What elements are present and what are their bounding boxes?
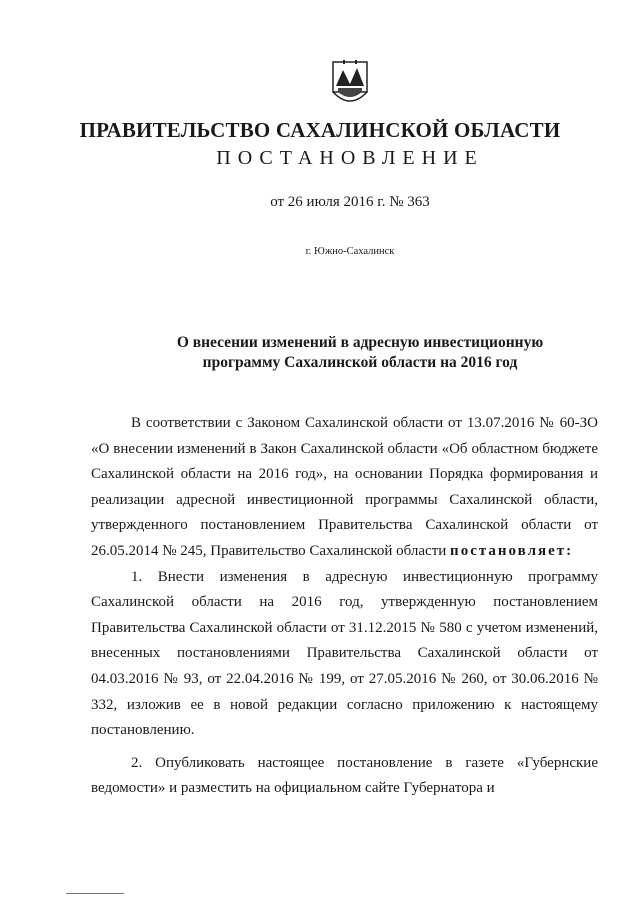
intro-text: В соответствии с Законом Сахалинской области от 13.07.2016 № 60-ЗО «О внесении изменений в Закон Сахалинской области «Об областном бюджете Сахалинской области на 2016 год», на основании Порядка формирования и реализации адресной инвестиционной программы Сахалинской области, утвержденного постановлением Правительства Сахалинской области от 26.05.2014 № 245, Правительство Сахалинской области — [91, 415, 598, 559]
item-1-paragraph: 1. Внести изменения в адресную инвестиционную программу Сахалинской области на 2016 год, утвержденную постановлением Правительства Сахалинской области от 31.12.2015 № 580 с учетом изменений, внесенных постановлениями Правительства Сахалинской области от 04.03.2016 № 93, от 22.04.2016 № 199, от 27.05.2016 № 260, от 30.06.2016 № 332, изложив ее в новой редакции согласно приложению к настоящему постановлению. — [91, 568, 598, 739]
item-2-paragraph: 2. Опубликовать настоящее постановление в газете «Губернские ведомости» и разместить на официальном сайте Губернатора и — [91, 754, 598, 797]
decree-word: постановляет: — [450, 542, 574, 559]
document-body — [91, 411, 598, 802]
document-date-number: от 26 июля 2016 г. № 363 — [270, 194, 430, 210]
subject-line-1: О внесении изменений в адресную инвестиционную — [176, 334, 544, 351]
government-title: ПРАВИТЕЛЬСТВО САХАЛИНСКОЙ ОБЛАСТИ — [79, 118, 561, 142]
footer-divider — [66, 893, 124, 894]
subject-line-2: программу Сахалинской области на 2016 год — [202, 354, 518, 371]
intro-paragraph — [91, 411, 598, 565]
document-city: г. Южно-Сахалинск — [305, 246, 395, 257]
document-type: ПОСТАНОВЛЕНИЕ — [216, 147, 484, 169]
coat-of-arms-icon — [330, 60, 370, 108]
document-subject — [130, 333, 590, 373]
